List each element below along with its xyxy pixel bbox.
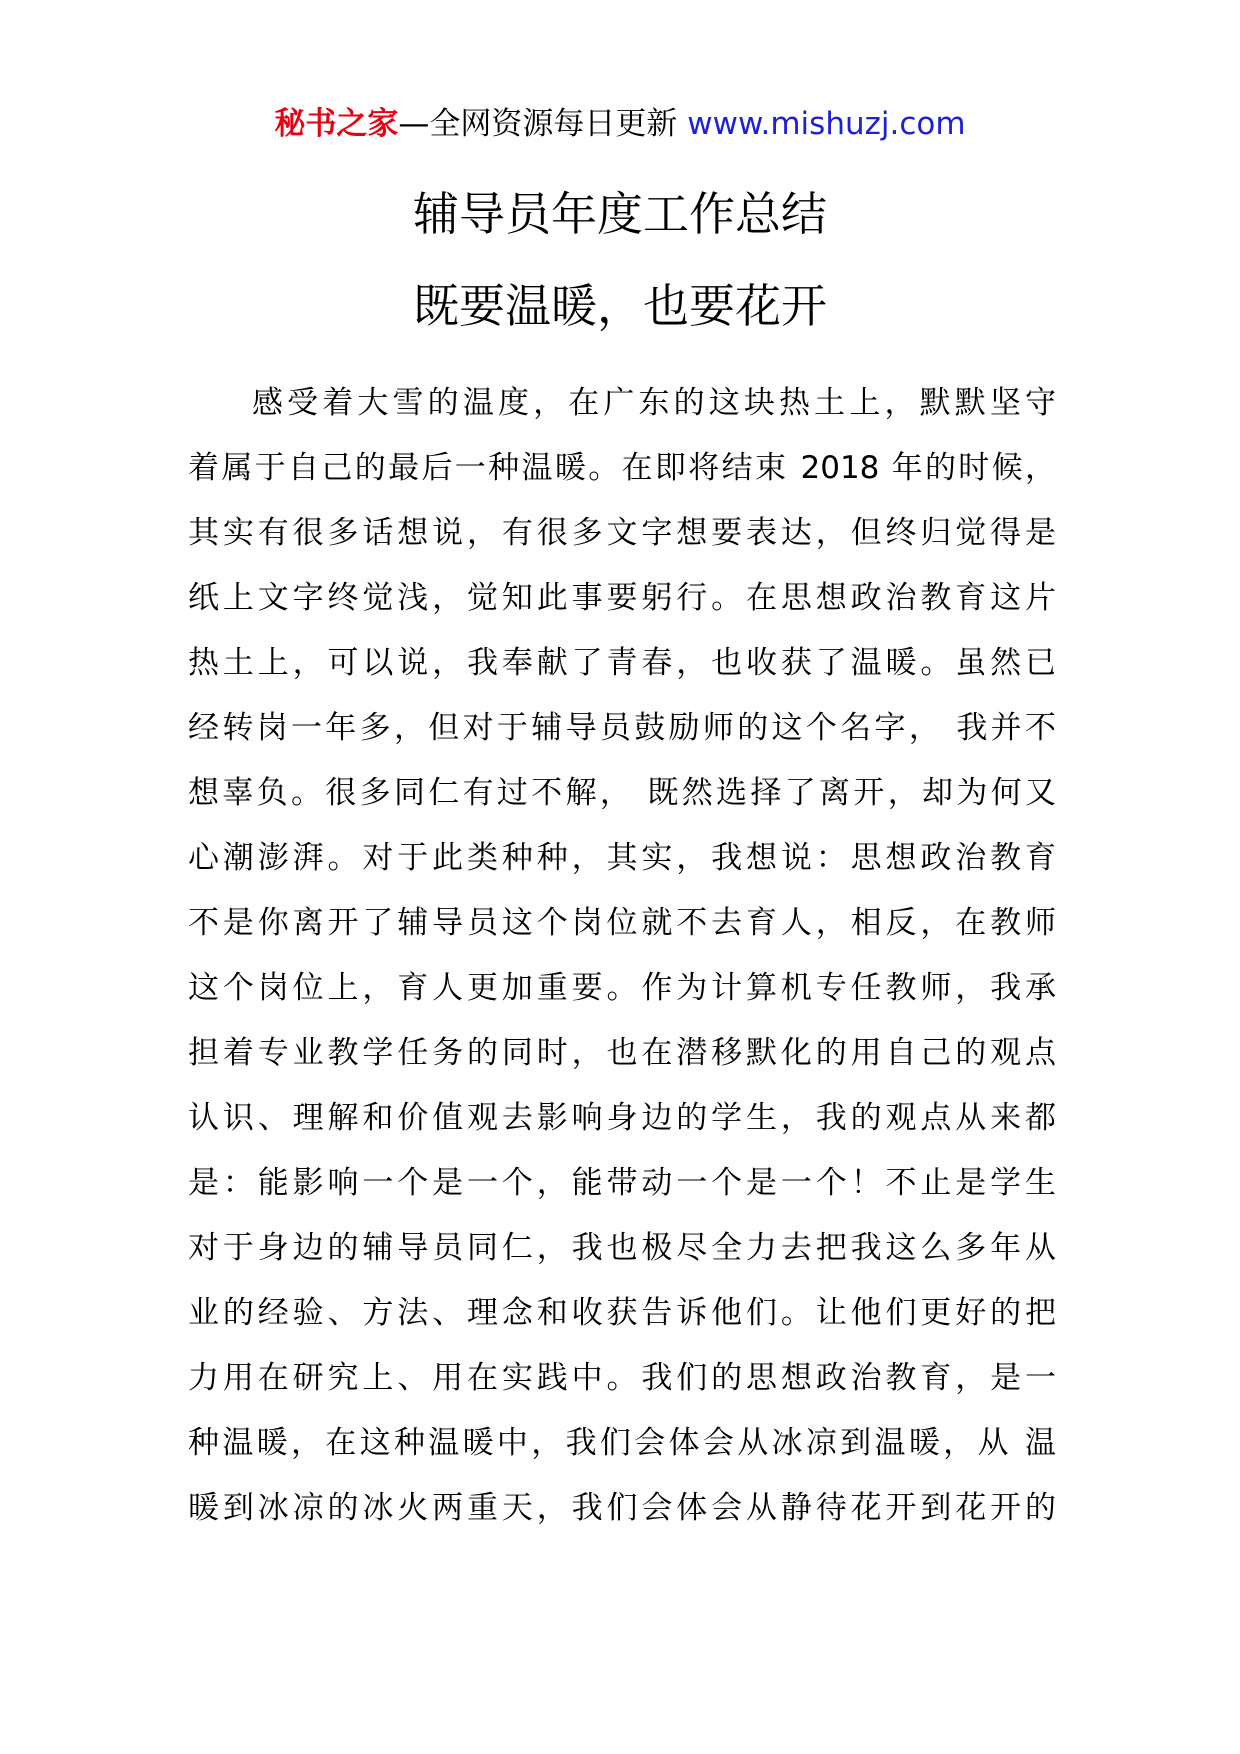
- paragraph-line: 这个岗位上，育人更加重要。作为计算机专任教师，我承: [188, 970, 1056, 1006]
- brand-name: 秘书之家: [274, 106, 399, 142]
- paragraph-line: 纸上文字终觉浅，觉知此事要躬行。在思想政治教育这片: [188, 580, 1056, 616]
- paragraph-line: 力用在研究上、用在实践中。我们的思想政治教育，是一: [188, 1360, 1056, 1396]
- site-url-link[interactable]: www.mishuzj.com: [687, 106, 966, 142]
- site-header: [0, 104, 1240, 144]
- paragraph-line: 热土上，可以说，我奉献了青春，也收获了温暖。虽然已: [188, 645, 1056, 681]
- paragraph-line: 着属于自己的最后一种温暖。在即将结束 2018 年的时候，: [188, 450, 1056, 486]
- paragraph-line: 感受着大雪的温度，在广东的这块热土上，默默坚守: [252, 385, 1056, 421]
- paragraph-line: 认识、理解和价值观去影响身边的学生，我的观点从来都: [188, 1100, 1056, 1136]
- paragraph-line: 对于身边的辅导员同仁，我也极尽全力去把我这么多年从: [188, 1230, 1056, 1266]
- paragraph-line: 种温暖，在这种温暖中，我们会体会从冰凉到温暖，从 温: [188, 1425, 1056, 1461]
- document-title: 辅导员年度工作总结: [413, 187, 827, 241]
- paragraph-line: 想辜负。很多同仁有过不解， 既然选择了离开，却为何又: [188, 775, 1056, 811]
- paragraph-line: 其实有很多话想说，有很多文字想要表达，但终归觉得是: [188, 515, 1056, 551]
- paragraph-line: 经转岗一年多，但对于辅导员鼓励师的这个名字， 我并不: [188, 710, 1056, 746]
- paragraph-line: 业的经验、方法、理念和收获告诉他们。让他们更好的把: [188, 1295, 1056, 1331]
- paragraph-line: 担着专业教学任务的同时，也在潜移默化的用自己的观点: [188, 1035, 1056, 1071]
- paragraph-line: 暖到冰凉的冰火两重天，我们会体会从静待花开到花开的: [188, 1490, 1056, 1526]
- paragraph-line: 是：能影响一个是一个，能带动一个是一个！不止是学生: [188, 1165, 1056, 1201]
- paragraph-line: 心潮澎湃。对于此类种种，其实，我想说：思想政治教育: [188, 840, 1056, 876]
- document-subtitle: 既要温暖，也要花开: [413, 279, 827, 333]
- site-tagline: —全网资源每日更新: [398, 106, 678, 142]
- paragraph-line: 不是你离开了辅导员这个岗位就不去育人，相反，在教师: [188, 905, 1056, 941]
- body-paragraph: [188, 371, 1056, 1541]
